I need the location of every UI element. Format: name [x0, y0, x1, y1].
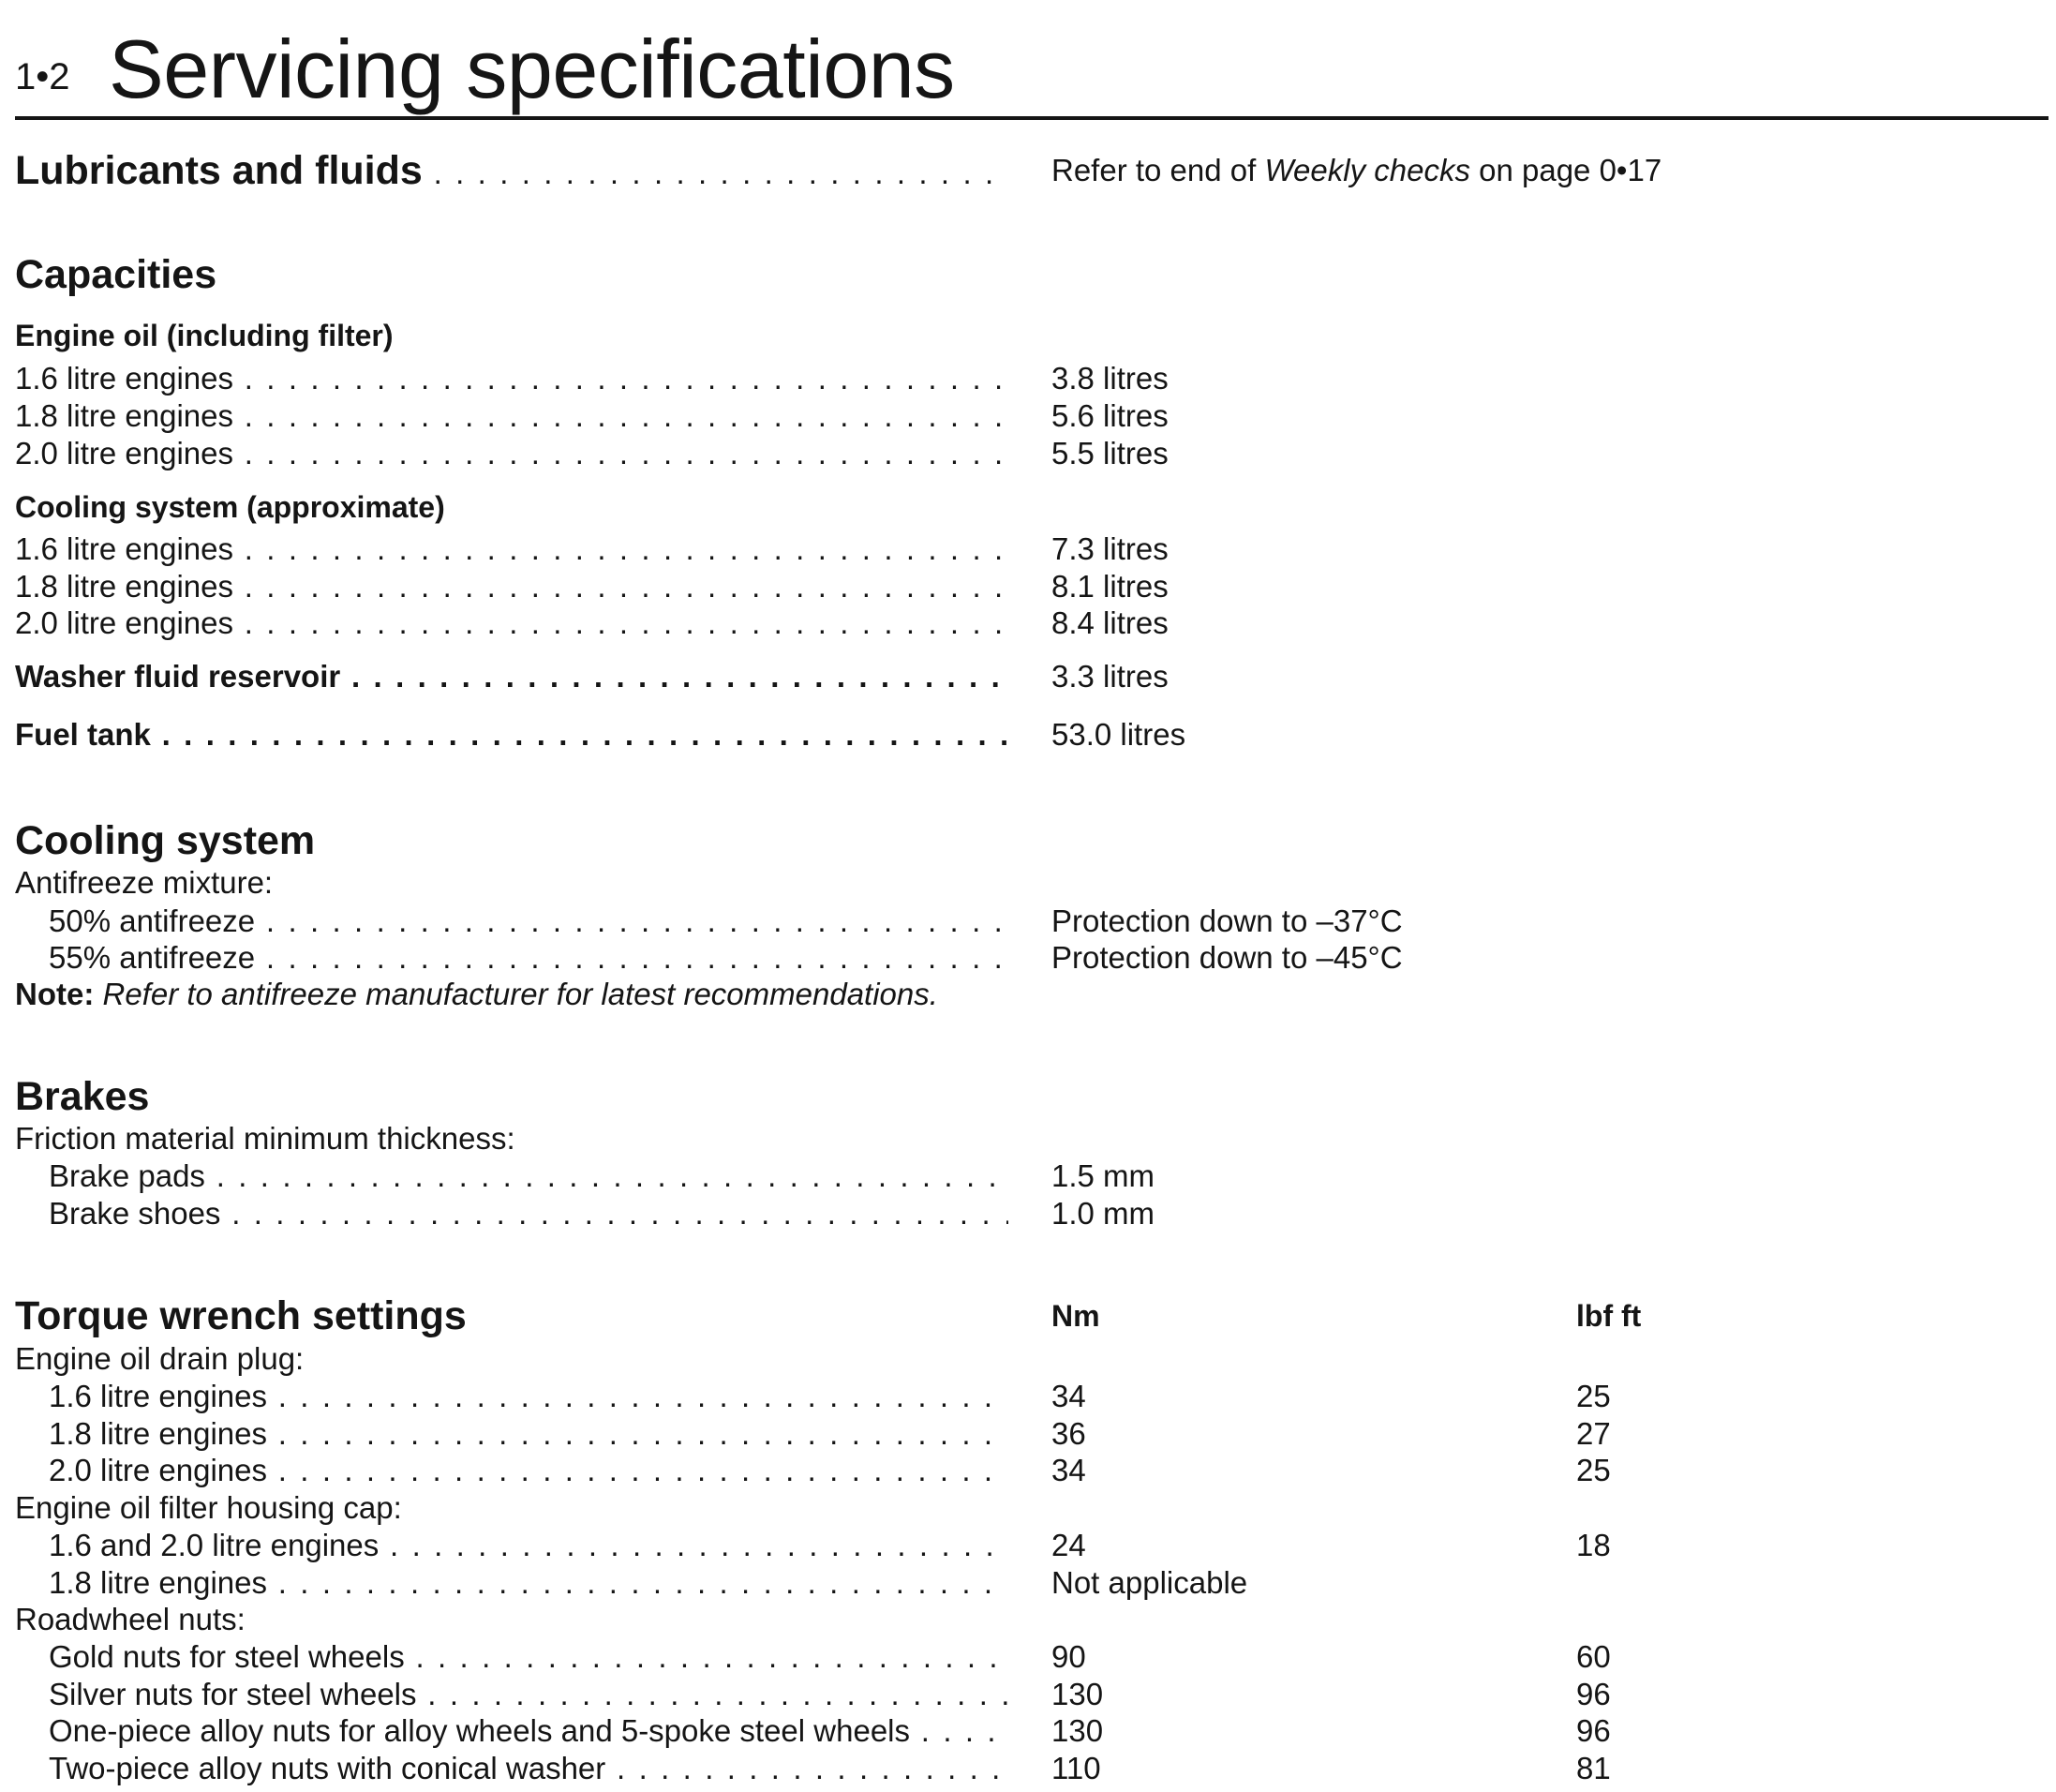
- table-row: [15, 1750, 2049, 1787]
- row-nm: Not applicable: [1051, 1565, 1248, 1600]
- brakes-heading: Brakes: [15, 1074, 150, 1119]
- cooling-system-heading: Cooling system: [15, 818, 316, 863]
- filter-cap-subheading: Engine oil filter housing cap:: [15, 1490, 402, 1525]
- row-label: 2.0 litre engines . . .: [15, 435, 1008, 472]
- table-row: [15, 1638, 2049, 1676]
- row-nm: 130: [1051, 1713, 1104, 1748]
- table-row: [15, 435, 2049, 472]
- table-row: [15, 1195, 2049, 1232]
- row-label: 1.8 litre engines . . .: [15, 397, 1008, 435]
- row-nm: 130: [1051, 1677, 1104, 1711]
- table-row: [15, 1564, 2049, 1602]
- row-label: Washer fluid reservoir . . .: [15, 658, 1008, 695]
- drain-plug-subheading: Engine oil drain plug:: [15, 1341, 305, 1376]
- row-value: Protection down to –45°C: [1051, 940, 1403, 975]
- table-row: [15, 530, 2049, 568]
- row-value: 5.6 litres: [1051, 398, 1169, 433]
- row-label: 1.6 litre engines . . .: [49, 1378, 1008, 1415]
- lbf-column-header: lbf ft: [1576, 1299, 1642, 1333]
- page-title: Servicing specifications: [109, 22, 955, 115]
- row-lbf: 60: [1576, 1639, 1611, 1674]
- row-label: 2.0 litre engines . . .: [49, 1452, 1008, 1489]
- row-label: 50% antifreeze . . .: [49, 903, 1008, 940]
- capacities-heading: Capacities: [15, 252, 217, 297]
- row-value: 7.3 litres: [1051, 531, 1169, 566]
- row-lbf: 18: [1576, 1528, 1611, 1562]
- row-label: Two-piece alloy nuts with conical washer . . .: [49, 1750, 1008, 1787]
- table-row: [15, 397, 2049, 435]
- lubricants-row: [15, 147, 2049, 194]
- table-row: [15, 360, 2049, 397]
- row-value: Protection down to –37°C: [1051, 903, 1403, 938]
- friction-subheading: Friction material minimum thickness:: [15, 1121, 515, 1156]
- row-label: Brake shoes . . .: [49, 1195, 1008, 1232]
- washer-row: [15, 658, 2049, 695]
- row-label: 1.6 litre engines . . .: [15, 360, 1008, 397]
- row-value: 53.0 litres: [1051, 717, 1186, 752]
- row-value: 8.1 litres: [1051, 569, 1169, 604]
- row-value: 1.0 mm: [1051, 1196, 1155, 1231]
- row-label: 1.8 litre engines . . .: [49, 1415, 1008, 1453]
- page-header: [15, 9, 2049, 115]
- row-nm: 34: [1051, 1379, 1086, 1413]
- row-label: 1.8 litre engines . . .: [49, 1564, 1008, 1602]
- row-lbf: 25: [1576, 1379, 1611, 1413]
- row-label: Fuel tank . . .: [15, 716, 1008, 754]
- table-row: [15, 939, 2049, 977]
- antifreeze-subheading: Antifreeze mixture:: [15, 865, 274, 900]
- torque-heading: Torque wrench settings: [15, 1293, 467, 1338]
- antifreeze-note: Note: Refer to antifreeze manufacturer for latest recommendations.: [15, 977, 938, 1011]
- row-label: Gold nuts for steel wheels . . .: [49, 1638, 1008, 1676]
- lubricants-value: Refer to end of Weekly checks on page 0•17: [1051, 153, 1662, 187]
- table-row: [15, 1157, 2049, 1195]
- table-row: [15, 605, 2049, 642]
- row-lbf: 96: [1576, 1713, 1611, 1748]
- row-label: One-piece alloy nuts for alloy wheels and 5-spoke steel wheels . . .: [49, 1712, 1008, 1750]
- row-lbf: 25: [1576, 1453, 1611, 1487]
- row-label: Brake pads . . .: [49, 1157, 1008, 1195]
- engine-oil-heading: Engine oil (including filter): [15, 319, 394, 352]
- row-value: 3.3 litres: [1051, 659, 1169, 694]
- row-value: 1.5 mm: [1051, 1158, 1155, 1193]
- nm-column-header: Nm: [1051, 1299, 1100, 1333]
- row-label: Silver nuts for steel wheels . . .: [49, 1676, 1008, 1713]
- header-rule: [15, 116, 2049, 120]
- table-row: [15, 1378, 2049, 1415]
- fuel-row: [15, 716, 2049, 754]
- row-nm: 24: [1051, 1528, 1086, 1562]
- row-label: 1.8 litre engines . . .: [15, 568, 1008, 605]
- table-row: [15, 1452, 2049, 1489]
- table-row: [15, 1712, 2049, 1750]
- lubricants-heading: Lubricants and fluids . . .: [15, 147, 1008, 197]
- row-label: 55% antifreeze . . .: [49, 939, 1008, 977]
- row-value: 8.4 litres: [1051, 605, 1169, 640]
- table-row: [15, 1527, 2049, 1564]
- row-nm: 90: [1051, 1639, 1086, 1674]
- table-row: [15, 1415, 2049, 1453]
- table-row: [15, 903, 2049, 940]
- row-nm: 34: [1051, 1453, 1086, 1487]
- row-value: 5.5 litres: [1051, 436, 1169, 470]
- row-nm: 110: [1051, 1751, 1101, 1785]
- row-value: 3.8 litres: [1051, 361, 1169, 396]
- row-lbf: 27: [1576, 1416, 1611, 1451]
- row-lbf: 81: [1576, 1751, 1611, 1785]
- roadwheel-subheading: Roadwheel nuts:: [15, 1602, 246, 1636]
- row-label: 1.6 litre engines . . .: [15, 530, 1008, 568]
- cooling-capacity-heading: Cooling system (approximate): [15, 490, 445, 524]
- table-row: [15, 568, 2049, 605]
- row-lbf: 96: [1576, 1677, 1611, 1711]
- row-label: 1.6 and 2.0 litre engines . . .: [49, 1527, 1008, 1564]
- table-row: [15, 1676, 2049, 1713]
- page-number: 1•2: [15, 56, 70, 97]
- row-label: 2.0 litre engines . . .: [15, 605, 1008, 642]
- row-nm: 36: [1051, 1416, 1086, 1451]
